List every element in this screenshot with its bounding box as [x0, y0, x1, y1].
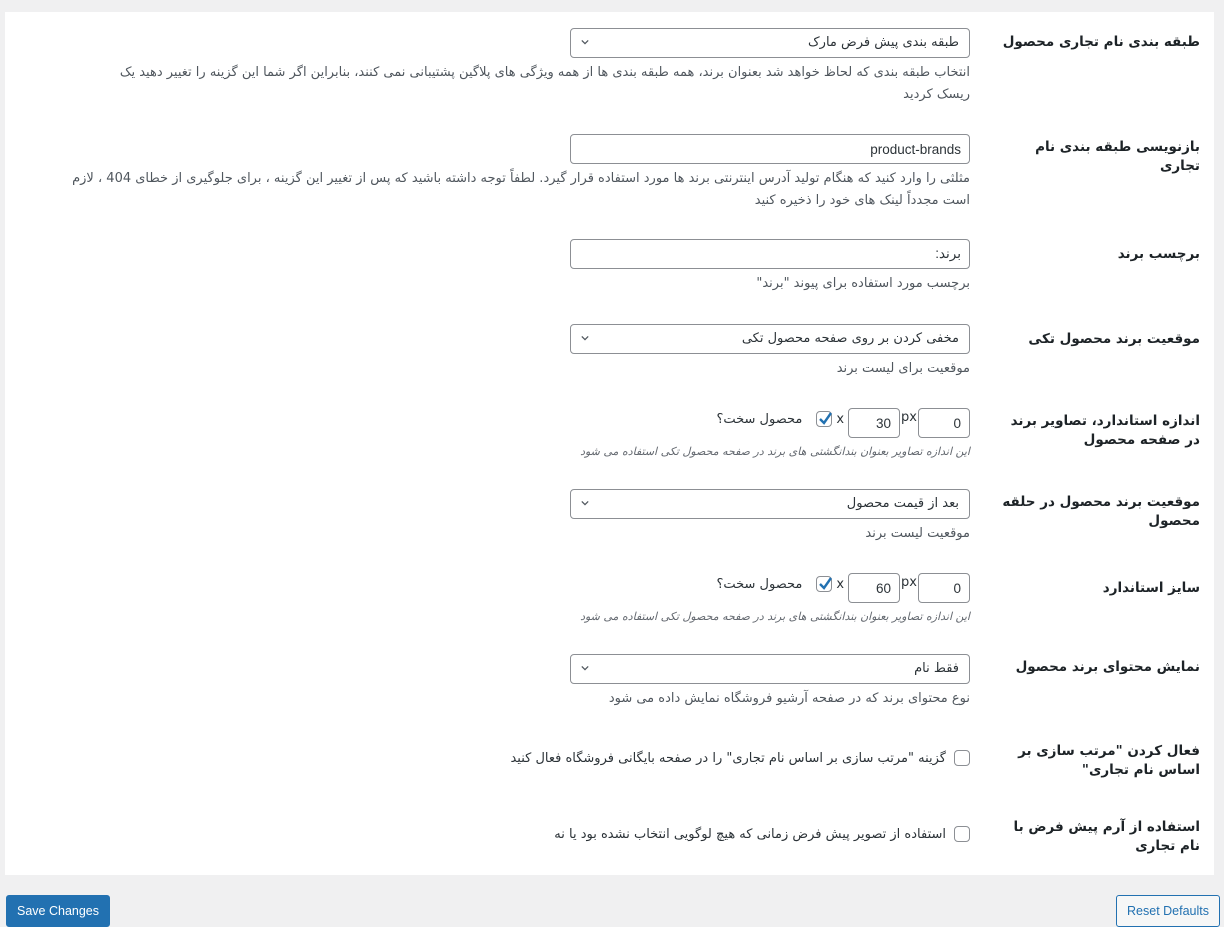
setting-label: موقعیت برند محصول در حلقه محصول	[1002, 494, 1200, 529]
settings-panel	[5, 12, 1214, 875]
image-width-input[interactable]	[918, 573, 970, 603]
setting-label: برچسب برند	[1117, 246, 1200, 262]
setting-description: این اندازه تصاویر بعنوان بندانگشتی های برند در صفحه محصول تکی استفاده می شود	[580, 445, 970, 458]
hard-crop-checkbox[interactable]	[816, 576, 832, 592]
dimension-separator: x	[836, 576, 845, 592]
setting-label: طبقه بندی نام تجاری محصول	[1002, 34, 1200, 50]
select-value: طبقه بندی پیش فرض مارک	[808, 35, 959, 50]
unit-label: px	[901, 409, 917, 425]
setting-label: استفاده از آرم پیش فرض با نام تجاری	[1013, 819, 1200, 854]
checkbox-label: گزینه "مرتب سازی بر اساس نام تجاری" را در صفحه بایگانی فروشگاه فعال کنید	[510, 750, 946, 766]
save-changes-button[interactable]: Save Changes	[6, 895, 110, 927]
chevron-down-icon	[581, 334, 589, 342]
setting-label: موقعیت برند محصول تکی	[1028, 331, 1200, 347]
loop-position-select[interactable]	[570, 489, 970, 519]
checkmark-icon	[817, 410, 833, 428]
chevron-down-icon	[581, 499, 589, 507]
hard-crop-label: محصول سخت؟	[716, 411, 803, 427]
default-logo-checkbox[interactable]	[954, 826, 970, 842]
image-width-input[interactable]	[918, 408, 970, 438]
hard-crop-checkbox[interactable]	[816, 411, 832, 427]
checkmark-icon	[817, 575, 833, 593]
setting-description: مثلثی را وارد کنید که هنگام تولید آدرس اینترنتی برند ها مورد استفاده قرار گیرد. لطفاً توجه داشته باشید که پس از تغییر این گزینه ، برای جلوگیری از خطای 404 ، لازم است مجدداً لینک های خود را ذخیره کنید	[72, 171, 970, 208]
checkbox-label: استفاده از تصویر پیش فرض زمانی که هیچ لوگویی انتخاب نشده بود یا نه	[554, 826, 946, 842]
image-height-input[interactable]	[848, 408, 900, 438]
size-controls	[540, 573, 970, 603]
taxonomy-slug-input[interactable]	[570, 134, 970, 164]
enable-ordering-checkbox[interactable]	[954, 750, 970, 766]
default-logo-checkbox-line	[370, 826, 970, 842]
single-position-select[interactable]	[570, 324, 970, 354]
setting-description: انتخاب طبقه بندی که لحاظ خواهد شد بعنوان برند، همه طبقه بندی ها از همه ویژگی های پلاگین پشتیبانی نمی کنند، بنابراین اگر شما این گزینه را تغییر دهید یک ریسک کردید	[119, 65, 970, 102]
ordering-checkbox-line	[370, 750, 970, 766]
setting-description: برچسب مورد استفاده برای پیوند "برند"	[756, 276, 970, 291]
size-controls	[540, 408, 970, 438]
brand-content-select[interactable]	[570, 654, 970, 684]
brand-label-input[interactable]	[570, 239, 970, 269]
select-value: مخفی کردن بر روی صفحه محصول تکی	[741, 331, 959, 346]
chevron-down-icon	[581, 664, 589, 672]
dimension-separator: x	[836, 411, 845, 427]
setting-label: اندازه استاندارد، تصاویر برند در صفحه محصول	[1010, 413, 1200, 448]
reset-defaults-button[interactable]: Reset Defaults	[1116, 895, 1220, 927]
setting-label: نمایش محتوای برند محصول	[1015, 659, 1200, 675]
brand-taxonomy-select[interactable]	[570, 28, 970, 58]
select-value: بعد از قیمت محصول	[846, 496, 959, 511]
chevron-down-icon	[581, 38, 589, 46]
unit-label: px	[901, 574, 917, 590]
setting-label: فعال کردن "مرتب سازی بر اساس نام تجاری"	[1018, 743, 1200, 778]
hard-crop-label: محصول سخت؟	[716, 576, 803, 592]
setting-description: موقعیت لیست برند	[865, 526, 970, 541]
image-height-input[interactable]	[848, 573, 900, 603]
setting-label: سایز استاندارد	[1102, 580, 1200, 596]
setting-description: موقعیت برای لیست برند	[836, 361, 970, 376]
setting-description: نوع محتوای برند که در صفحه آرشیو فروشگاه نمایش داده می شود	[608, 691, 970, 706]
setting-label: بازنویسی طبقه بندی نام تجاری	[1035, 139, 1200, 174]
setting-description: این اندازه تصاویر بعنوان بندانگشتی های برند در صفحه محصول تکی استفاده می شود	[580, 610, 970, 623]
select-value: فقط نام	[914, 661, 959, 676]
